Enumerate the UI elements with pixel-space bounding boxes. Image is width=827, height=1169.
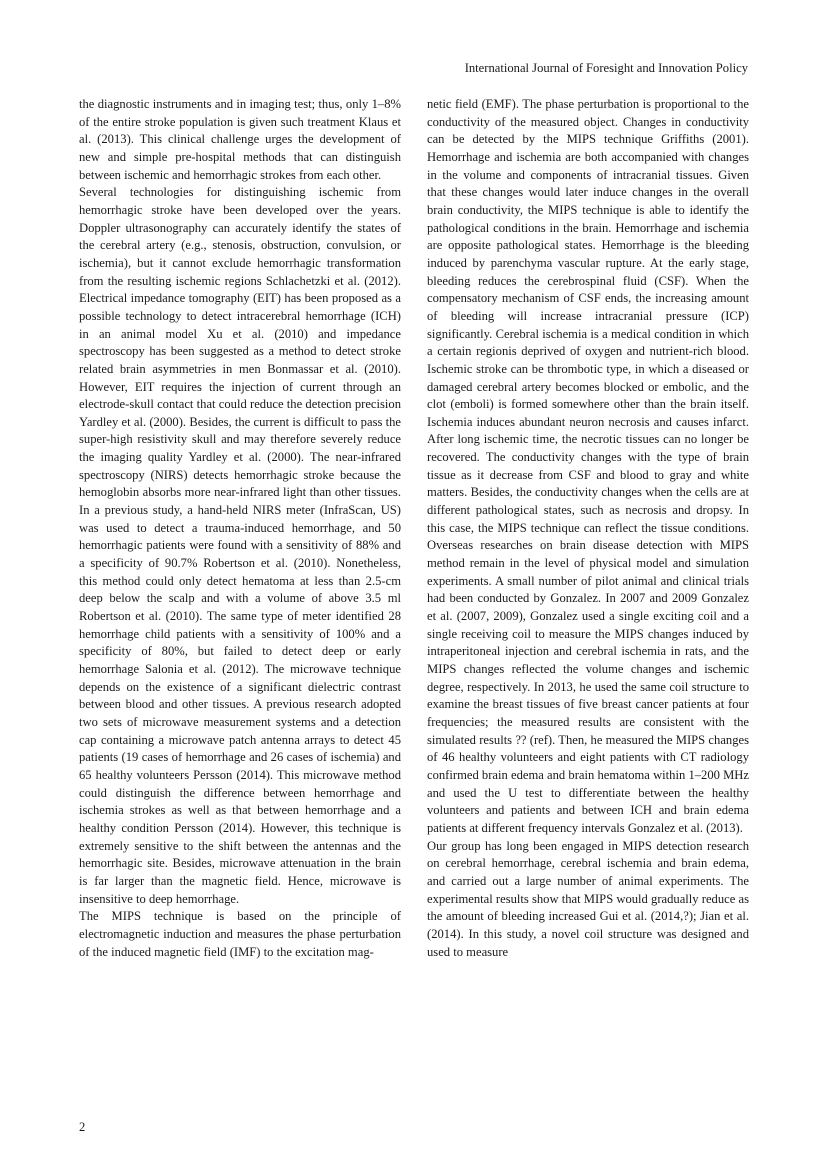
paragraph: Our group has long been engaged in MIPS detection research on cerebral hemorrhage, cerebral ischemia and brain edema, and carried out a large number of animal experiments. The experimental results show that MIPS would gradually reduce as the amount of bleeding increased Gui et al. (2014,?); Jian et al. (2014). In this study, a novel coil structure was designed and used to measure (427, 838, 749, 959)
journal-title: International Journal of Foresight and Innovation Policy (464, 61, 748, 75)
left-column (79, 96, 401, 961)
right-column (427, 96, 749, 961)
paragraph: Several technologies for distinguishing ischemic from hemorrhagic stroke have been developed over the years. Doppler ultrasonography can accurately identify the states of the cerebral artery (e.g., stenosis, obstruction, convulsion, or ischemia), but it cannot exclude hemorrhagic transformation from the resulting ischemic regions Schlachetzki et al. (2012). Electrical impedance tomography (EIT) has been proposed as a possible technology to detect intracerebral hemorrhage (ICH) in an animal model Xu et al. (2010) and impedance spectroscopy has been suggested as a method to detect stroke related brain asymmetries in men Bonmassar et al. (2010). However, EIT requires the injection of current through an electrode-skull contact that could reduce the detection precision Yardley et al. (2000). Besides, the current is difficult to pass the super-high resistivity skull and may therefore severely reduce the imaging quality Yardley et al. (2000). The near-infrared spectroscopy (NIRS) detects hemorrhagic stroke because the hemoglobin absorbs more near-infrared light than other tissues. In a previous study, a hand-held NIRS meter (InfraScan, US) was used to detect a trauma-induced hemorrhage, and 50 hemorrhagic patients were found with a sensitivity of 88% and a specificity of 90.7% Robertson et al. (2010). Nonetheless, this method could only detect hematoma at less than 2.5-cm deep below the scalp and with a volume of above 3.5 ml Robertson et al. (2010). The same type of meter identified 28 hemorrhage child patients with a sensitivity of 100% and a specificity of 80%, but failed to detect deep or early hemorrhage Salonia et al. (2012). The microwave technique depends on the existence of a significant dielectric contrast between blood and other tissues. A previous research adopted two sets of microwave measurement systems and a detection cap containing a microwave patch antenna arrays to detect 45 patients (19 cases of hemorrhage and 26 cases of ischemia) and 65 healthy volunteers Persson (2014). This microwave method could distinguish the difference between hemorrhage and ischemia strokes as well as that between hemorrhage and a healthy condition Persson (2014). However, this technique is extremely sensitive to the shift between the antennas and the hemorrhagic site. Besides, microwave attenuation in the brain is far larger than the magnetic field. Hence, microwave is insensitive to deep hemorrhage. (79, 185, 401, 906)
paragraph: netic field (EMF). The phase perturbation is proportional to the conductivity of the measured object. Changes in conductivity can be detected by the MIPS technique Griffiths (2001). Hemorrhage and ischemia are both accompanied with changes in the volume and components of intracranial tissues. Given that these changes would later induce changes in the overall brain conductivity, the MIPS technique is able to identify the pathological conditions in the brain. Hemorrhage and ischemia are opposite pathological states. Hemorrhage is the bleeding induced by parenchyma vascular rupture. At the early stage, bleeding reduces the cerebrospinal fluid (CSF). When the compensatory mechanism of CSF ends, the increasing amount of bleeding will increase intracranial pressure (ICP) significantly. Cerebral ischemia is a medical condition in which a certain regionis deprived of oxygen and nutrient-rich blood. Ischemic stroke can be thrombotic type, in which a diseased or damaged cerebral artery becomes blocked or embolic, and the clot (emboli) is formed somewhere other than the brain itself. Ischemia induces abundant neuron necrosis and causes infarct. After long ischemic time, the necrotic tissues can no longer be recovered. The conductivity changes with the type of brain tissue as it decrease from CSF and blood to gray and white matters. Besides, the conductivity changes when the cells are at different pathological states, such as necrosis and dropsy. In this case, the MIPS technique can reflect the tissue conditions. Overseas researches on brain disease detection with MIPS method remain in the level of physical model and simulation experiments. A small number of pilot animal and clinical trials had been conducted by Gonzalez. In 2007 and 2009 Gonzalez et al. (2007, 2009), Gonzalez used a single exciting coil and a single receiving coil to measure the MIPS changes induced by intraperitoneal injection and cerebral ischemia in rats, and the MIPS changes reflected the volume changes and ischemic degree, respectively. In 2013, he used the same coil structure to examine the breast tissues of five breast cancer patients at four frequencies; the measured results are consistent with the simulated results ?? (ref). Then, he measured the MIPS changes of 46 healthy volunteers and eight patients with CT radiology confirmed brain edema and brain hematoma within 1–200 MHz and used the U test to differentiate between the healthy volunteers and patients and between ICH and brain edema patients at different frequency intervals Gonzalez et al. (2013). (427, 97, 749, 835)
page-number: 2 (79, 1120, 86, 1134)
paragraph: the diagnostic instruments and in imaging test; thus, only 1–8% of the entire stroke population is given such treatment Klaus et al. (2013). This clinical challenge urges the development of new and simple pre-hospital methods that can distinguish between ischemic and hemorrhagic strokes from each other. (79, 97, 401, 182)
running-header (465, 60, 748, 76)
paragraph: The MIPS technique is based on the principle of electromagnetic induction and measures the phase perturbation of the induced magnetic field (IMF) to the excitation mag- (79, 909, 401, 959)
page-footer (79, 1119, 85, 1135)
